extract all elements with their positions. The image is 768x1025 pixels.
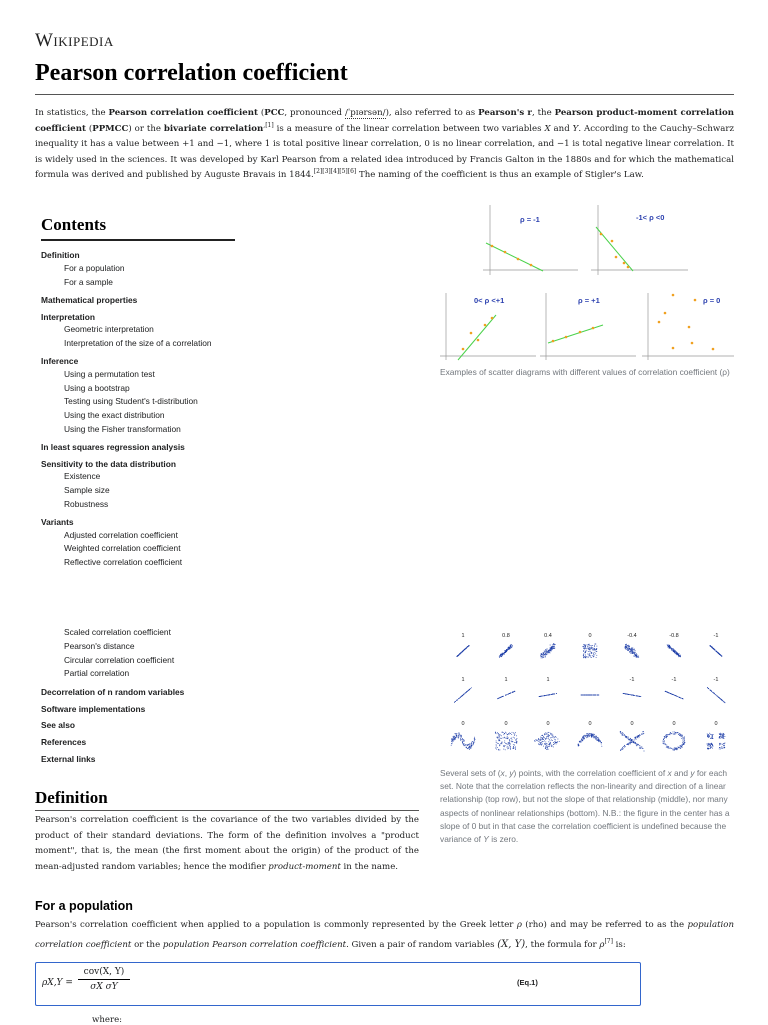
toc-item[interactable]: Using the exact distribution xyxy=(64,410,165,420)
correlation-label: 0 xyxy=(588,721,592,727)
toc-item[interactable]: Pearson's distance xyxy=(64,641,135,651)
equation-box xyxy=(35,962,641,1006)
toc-item[interactable]: Sample size xyxy=(64,485,110,495)
correlation-label: 0.8 xyxy=(502,633,510,639)
scatter-label: ρ = +1 xyxy=(578,296,600,305)
toc-item[interactable]: Sensitivity to the data distribution xyxy=(41,459,176,469)
toc-item[interactable]: Software implementations xyxy=(41,704,146,714)
correlation-label: -1 xyxy=(629,677,635,683)
scatter-panel-zero xyxy=(642,293,734,360)
toc-item[interactable]: Variants xyxy=(41,517,74,527)
equation-denominator: σX σY xyxy=(90,982,118,992)
population-heading: For a population xyxy=(35,899,133,913)
scatter-panel-pos1 xyxy=(540,293,636,360)
toc-item[interactable]: External links xyxy=(41,754,96,764)
toc-item[interactable]: Testing using Student's t-distribution xyxy=(64,396,198,406)
toc-item[interactable]: Partial correlation xyxy=(64,668,130,678)
correlation-label: -0.8 xyxy=(669,633,679,639)
citation-link[interactable]: [2][3][4][5][6] xyxy=(313,168,357,176)
toc-item[interactable]: Geometric interpretation xyxy=(64,324,154,334)
scatter-label: 0< ρ <+1 xyxy=(474,296,505,305)
equation-lhs: ρX,Y = xyxy=(42,978,73,988)
toc-item[interactable]: Using the Fisher transformation xyxy=(64,424,181,434)
scatter-panel-neg1 xyxy=(483,205,578,275)
title-divider xyxy=(35,94,734,95)
toc-item[interactable]: See also xyxy=(41,720,75,730)
correlation-label: 0 xyxy=(714,721,718,727)
definition-divider xyxy=(35,810,419,811)
intro-paragraph: In statistics, the Pearson correlation coefficient (PCC, pronounced /ˈpɪərsən/), also referred to as Pearson's r, the Pearson product-moment correlation coefficient (PPMCC) or the bivariate correlation$^{,[1]}$ is a measure of the linear correlation between two variables X and Y. According to the Cauchy–Schwarz inequality it has a value between +1 and −1, where 1 is total positive linear correlation, 0 is no linear correlation, and −1 is total negative linear correlation. It is widely used in the sciences. It was developed by Karl Pearson from a related idea introduced by Francis Galton in the 1880s and for which the mathematical formula was derived and published by Auguste Bravais in 1844.[2][3][4][5][6] The naming of the coefficient is thus an example of Stigler's Law. xyxy=(35,108,735,181)
scatter-label: ρ = -1 xyxy=(520,215,540,224)
citation-link[interactable]: [7] xyxy=(604,937,613,945)
correlation-label: -1 xyxy=(671,677,677,683)
toc-heading: Contents xyxy=(41,215,107,234)
toc-item[interactable]: Reflective correlation coefficient xyxy=(64,557,183,567)
population-paragraph: Pearson's correlation coefficient when applied to a population is commonly represented by the Greek letter ρ (rho) and may be referred to as the population correlation coefficient or the population Pearson correlation coefficient. Given a pair of random variables (X, Y), the formula for ρ[7] is: xyxy=(35,920,734,950)
toc-item[interactable]: Adjusted correlation coefficient xyxy=(64,530,178,540)
toc-divider xyxy=(41,239,235,241)
correlation-label: 0 xyxy=(546,721,550,727)
scatter-panel-neg-partial xyxy=(591,205,688,275)
correlation-label: -1 xyxy=(713,677,719,683)
correlation-examples-figure xyxy=(438,625,738,760)
where-text: where: xyxy=(92,1015,123,1025)
toc-item[interactable]: Robustness xyxy=(64,499,109,509)
figure2-caption: Several sets of (x, y) points, with the correlation coefficient of x and y for each set. Note that the correlation reflects the non-linearity and direction of a linear relationship (top row), but not the slope of that relationship (middle), nor many aspects of nonlinear relationships (bottom). N.B.: the figure in the center has a slope of 0 but in that case the correlation coefficient is undefined because the variance of Y is zero. xyxy=(440,768,730,845)
toc-item[interactable]: For a population xyxy=(64,263,125,273)
correlation-label: 0.4 xyxy=(544,633,552,639)
correlation-label: 1 xyxy=(504,677,508,683)
correlation-label: 1 xyxy=(461,633,465,639)
toc-item[interactable]: Weighted correlation coefficient xyxy=(64,543,181,553)
toc-item[interactable]: In least squares regression analysis xyxy=(41,442,185,452)
correlation-label: 0 xyxy=(461,721,465,727)
correlation-label: -1 xyxy=(713,633,719,639)
correlation-label: 1 xyxy=(461,677,465,683)
toc-item[interactable]: Using a bootstrap xyxy=(64,383,130,393)
citation-link[interactable]: ,[1] xyxy=(263,121,274,129)
toc-item[interactable]: Using a permutation test xyxy=(64,369,155,379)
scatter-panel-pos-partial xyxy=(440,293,536,360)
toc-item[interactable]: Existence xyxy=(64,471,101,481)
page-title: Pearson correlation coefficient xyxy=(35,60,348,86)
equation-numerator: cov(X, Y) xyxy=(78,967,130,980)
toc-item[interactable]: For a sample xyxy=(64,277,113,287)
toc-item[interactable]: Circular correlation coefficient xyxy=(64,655,175,665)
pronunciation-link[interactable]: /ˈpɪərsən/ xyxy=(344,108,386,118)
correlation-label: -0.4 xyxy=(627,633,637,639)
definition-heading: Definition xyxy=(35,788,108,807)
toc-item[interactable]: References xyxy=(41,737,87,747)
toc-item[interactable]: Inference xyxy=(41,356,79,366)
toc-item[interactable]: Mathematical properties xyxy=(41,295,138,305)
correlation-label: 0 xyxy=(672,721,676,727)
wikipedia-wordmark[interactable]: Wikipedia xyxy=(35,30,114,51)
toc-item[interactable]: Decorrelation of n random variables xyxy=(41,687,185,697)
scatter-label: ρ = 0 xyxy=(703,296,721,305)
figure1-caption: Examples of scatter diagrams with different values of correlation coefficient (ρ) xyxy=(440,367,730,377)
definition-paragraph: Pearson's correlation coefficient is the covariance of the two variables divided by the product of their standard deviations. The form of the definition involves a "product moment", that is, the mean (the first moment about the origin) of the product of the mean-adjusted random variables; hence the modifier product-moment in the name. xyxy=(35,815,419,872)
toc-item[interactable]: Scaled correlation coefficient xyxy=(64,627,171,637)
equation-fraction xyxy=(78,967,130,992)
scatter-examples-figure xyxy=(438,205,738,365)
toc-item[interactable]: Interpretation xyxy=(41,312,95,322)
toc-item[interactable]: Definition xyxy=(41,250,80,260)
toc-item[interactable]: Interpretation of the size of a correlation xyxy=(64,338,212,348)
equation-label: (Eq.1) xyxy=(517,978,538,987)
scatter-label: -1< ρ <0 xyxy=(636,213,665,222)
correlation-label: 0 xyxy=(504,721,508,727)
correlation-label: 0 xyxy=(630,721,634,727)
correlation-label: 0 xyxy=(588,633,592,639)
correlation-label: 1 xyxy=(546,677,550,683)
